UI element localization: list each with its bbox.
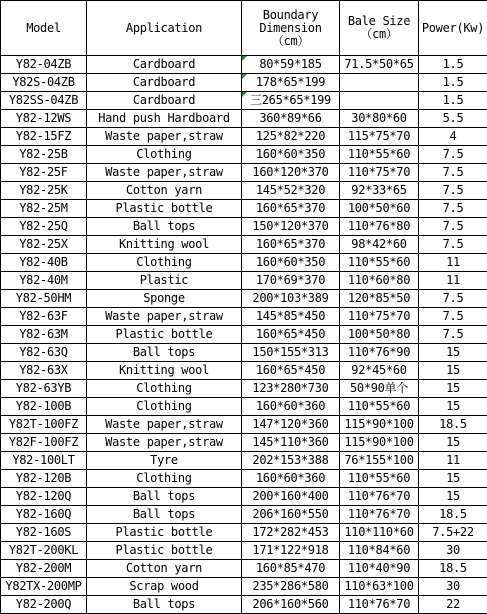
cell-model: Y82-63Q — [1, 344, 87, 362]
table-row — [1, 344, 487, 362]
cell-application: Plastic bottle — [87, 524, 242, 542]
cell-dimension: 160*65*450 — [242, 326, 340, 344]
cell-dimension: 150*155*313 — [242, 344, 340, 362]
table-row — [1, 92, 487, 110]
cell-power: 5.5 — [419, 110, 487, 128]
cell-power: 7.5 — [419, 200, 487, 218]
table-row — [1, 74, 487, 92]
cell-model: Y82S-04ZB — [1, 74, 87, 92]
cell-power: 30 — [419, 578, 487, 596]
cell-application: Plastic bottle — [87, 542, 242, 560]
cell-application: Clothing — [87, 146, 242, 164]
cell-model: Y82-25X — [1, 236, 87, 254]
table-row — [1, 452, 487, 470]
cell-dimension: 150*120*370 — [242, 218, 340, 236]
cell-dimension: 145*85*450 — [242, 308, 340, 326]
table-row — [1, 146, 487, 164]
table-row — [1, 362, 487, 380]
cell-bale: 115*75*70 — [340, 128, 419, 146]
cell-bale: 110*55*60 — [340, 398, 419, 416]
cell-model: Y82-25B — [1, 146, 87, 164]
table-row — [1, 398, 487, 416]
cell-application: Tyre — [87, 452, 242, 470]
table-row — [1, 236, 487, 254]
cell-bale: 50*90单个 — [340, 380, 419, 398]
table-row — [1, 542, 487, 560]
cell-bale — [340, 74, 419, 92]
cell-model: Y82-200Q — [1, 596, 87, 614]
cell-model: Y82-40M — [1, 272, 87, 290]
cell-power: 7.5 — [419, 290, 487, 308]
cell-power: 11 — [419, 254, 487, 272]
header-dimension-line2: Dimension — [242, 22, 339, 35]
cell-dimension: 206*160*550 — [242, 506, 340, 524]
cell-application: Waste paper,straw — [87, 164, 242, 182]
cell-model: Y82-200M — [1, 560, 87, 578]
header-bale-size — [340, 1, 419, 56]
cell-application: Waste paper,straw — [87, 416, 242, 434]
cell-bale: 100*50*60 — [340, 200, 419, 218]
cell-bale: 71.5*50*65 — [340, 56, 419, 74]
cell-model: Y82-50HM — [1, 290, 87, 308]
cell-bale: 92*45*60 — [340, 362, 419, 380]
header-row — [1, 1, 487, 56]
cell-power: 15 — [419, 362, 487, 380]
cell-power: 15 — [419, 398, 487, 416]
cell-bale: 98*42*60 — [340, 236, 419, 254]
cell-application: Plastic bottle — [87, 200, 242, 218]
cell-dimension: 147*120*360 — [242, 416, 340, 434]
cell-power: 18.5 — [419, 560, 487, 578]
cell-model: Y82-63F — [1, 308, 87, 326]
cell-bale: 110*55*60 — [340, 470, 419, 488]
cell-bale: 110*75*70 — [340, 164, 419, 182]
cell-bale: 110*84*60 — [340, 542, 419, 560]
table-row — [1, 488, 487, 506]
table-row — [1, 380, 487, 398]
cell-power: 7.5 — [419, 182, 487, 200]
table-body — [1, 56, 487, 614]
cell-bale: 110*63*100 — [340, 578, 419, 596]
cell-bale: 100*50*80 — [340, 326, 419, 344]
table-row — [1, 164, 487, 182]
cell-dimension: 160*65*370 — [242, 200, 340, 218]
cell-bale: 110*76*70 — [340, 596, 419, 614]
table-row — [1, 110, 487, 128]
cell-bale: 110*55*60 — [340, 146, 419, 164]
cell-model: Y82-15FZ — [1, 128, 87, 146]
cell-application: Knitting wool — [87, 362, 242, 380]
cell-dimension: 200*103*389 — [242, 290, 340, 308]
cell-model: Y82-04ZB — [1, 56, 87, 74]
cell-application: Cotton yarn — [87, 560, 242, 578]
cell-bale: 110*40*90 — [340, 560, 419, 578]
cell-bale: 76*155*100 — [340, 452, 419, 470]
cell-model: Y82-100B — [1, 398, 87, 416]
cell-dimension: 160*60*350 — [242, 146, 340, 164]
cell-application: Ball tops — [87, 596, 242, 614]
cell-application: Hand push Hardboard — [87, 110, 242, 128]
cell-application: Cardboard — [87, 74, 242, 92]
cell-dimension: 170*69*370 — [242, 272, 340, 290]
cell-model: Y82-160Q — [1, 506, 87, 524]
header-model: Model — [1, 1, 87, 56]
header-application: Application — [87, 1, 242, 56]
cell-dimension: 160*65*370 — [242, 236, 340, 254]
cell-model: Y82-40B — [1, 254, 87, 272]
cell-model: Y82-100LT — [1, 452, 87, 470]
table-row — [1, 560, 487, 578]
cell-dimension: 360*89*66 — [242, 110, 340, 128]
cell-application: Ball tops — [87, 506, 242, 524]
cell-dimension: 202*153*388 — [242, 452, 340, 470]
cell-bale: 120*85*50 — [340, 290, 419, 308]
cell-application: Scrap wood — [87, 578, 242, 596]
cell-bale: 30*80*60 — [340, 110, 419, 128]
cell-application: Waste paper,straw — [87, 128, 242, 146]
table-row — [1, 218, 487, 236]
cell-model: Y82-25K — [1, 182, 87, 200]
table-row — [1, 56, 487, 74]
table-row — [1, 506, 487, 524]
cell-dimension: 145*110*360 — [242, 434, 340, 452]
cell-application: Plastic bottle — [87, 326, 242, 344]
table-row — [1, 596, 487, 614]
cell-power: 15 — [419, 380, 487, 398]
cell-dimension: 80*59*185 — [242, 56, 340, 74]
cell-model: Y82TX-200MP — [1, 578, 87, 596]
cell-model: Y82-25Q — [1, 218, 87, 236]
cell-application: Cardboard — [87, 92, 242, 110]
cell-dimension: 145*52*320 — [242, 182, 340, 200]
cell-dimension: 160*60*360 — [242, 398, 340, 416]
cell-application: Waste paper,straw — [87, 434, 242, 452]
cell-model: Y82-25F — [1, 164, 87, 182]
cell-bale: 110*110*60 — [340, 524, 419, 542]
cell-bale: 115*90*100 — [340, 416, 419, 434]
cell-power: 11 — [419, 272, 487, 290]
cell-model: Y82SS-04ZB — [1, 92, 87, 110]
cell-power: 7.5 — [419, 218, 487, 236]
cell-model: Y82-63YB — [1, 380, 87, 398]
cell-model: Y82-63M — [1, 326, 87, 344]
table-row — [1, 308, 487, 326]
header-power: Power(Kw) — [419, 1, 487, 56]
cell-dimension: 178*65*199 — [242, 74, 340, 92]
table-row — [1, 524, 487, 542]
table-row — [1, 182, 487, 200]
cell-power: 7.5 — [419, 308, 487, 326]
header-bale-line1: Bale Size — [340, 15, 418, 28]
cell-power: 18.5 — [419, 416, 487, 434]
header-bale-unit: （cm） — [340, 28, 418, 41]
cell-model: Y82T-100FZ — [1, 416, 87, 434]
cell-model: Y82-160S — [1, 524, 87, 542]
cell-power: 15 — [419, 488, 487, 506]
cell-power: 4 — [419, 128, 487, 146]
cell-dimension: 206*160*560 — [242, 596, 340, 614]
cell-model: Y82T-200KL — [1, 542, 87, 560]
cell-dimension: 160*60*360 — [242, 470, 340, 488]
cell-power: 1.5 — [419, 74, 487, 92]
cell-bale: 110*76*70 — [340, 488, 419, 506]
cell-power: 30 — [419, 542, 487, 560]
cell-power: 18.5 — [419, 506, 487, 524]
cell-model: Y82-25M — [1, 200, 87, 218]
cell-application: Knitting wool — [87, 236, 242, 254]
cell-dimension: 三265*65*199 — [242, 92, 340, 110]
cell-application: Sponge — [87, 290, 242, 308]
table-row — [1, 128, 487, 146]
cell-bale: 110*76*80 — [340, 218, 419, 236]
cell-dimension: 125*82*220 — [242, 128, 340, 146]
cell-application: Plastic — [87, 272, 242, 290]
cell-power: 15 — [419, 470, 487, 488]
table-row — [1, 578, 487, 596]
cell-model: Y82-63X — [1, 362, 87, 380]
cell-application: Cardboard — [87, 56, 242, 74]
cell-power: 1.5 — [419, 56, 487, 74]
cell-power: 7.5 — [419, 236, 487, 254]
cell-bale: 110*55*60 — [340, 254, 419, 272]
cell-application: Clothing — [87, 254, 242, 272]
cell-dimension: 160*60*350 — [242, 254, 340, 272]
cell-application: Waste paper,straw — [87, 308, 242, 326]
cell-power: 15 — [419, 434, 487, 452]
table-row — [1, 416, 487, 434]
header-dimension-line1: Boundary — [242, 9, 339, 22]
cell-bale: 92*33*65 — [340, 182, 419, 200]
cell-power: 15 — [419, 344, 487, 362]
cell-dimension: 235*286*580 — [242, 578, 340, 596]
cell-application: Ball tops — [87, 488, 242, 506]
header-dimension-unit: （cm） — [242, 35, 339, 48]
cell-dimension: 160*85*470 — [242, 560, 340, 578]
cell-application: Clothing — [87, 380, 242, 398]
cell-dimension: 160*65*450 — [242, 362, 340, 380]
cell-bale: 110*76*90 — [340, 344, 419, 362]
cell-model: Y82-120B — [1, 470, 87, 488]
cell-dimension: 160*120*370 — [242, 164, 340, 182]
cell-power: 7.5 — [419, 164, 487, 182]
table-row — [1, 326, 487, 344]
cell-power: 1.5 — [419, 92, 487, 110]
cell-dimension: 200*160*400 — [242, 488, 340, 506]
cell-application: Ball tops — [87, 344, 242, 362]
cell-application: Clothing — [87, 398, 242, 416]
header-boundary-dimension — [242, 1, 340, 56]
cell-power: 22 — [419, 596, 487, 614]
cell-model: Y82-12WS — [1, 110, 87, 128]
cell-bale: 110*75*70 — [340, 308, 419, 326]
table-row — [1, 290, 487, 308]
cell-dimension: 172*282*453 — [242, 524, 340, 542]
cell-bale: 110*76*70 — [340, 506, 419, 524]
cell-model: Y82F-100FZ — [1, 434, 87, 452]
cell-power: 7.5 — [419, 326, 487, 344]
table-row — [1, 470, 487, 488]
cell-bale — [340, 92, 419, 110]
table-row — [1, 254, 487, 272]
cell-application: Clothing — [87, 470, 242, 488]
cell-bale: 115*90*100 — [340, 434, 419, 452]
cell-application: Cotton yarn — [87, 182, 242, 200]
cell-application: Ball tops — [87, 218, 242, 236]
table-row — [1, 200, 487, 218]
cell-dimension: 171*122*918 — [242, 542, 340, 560]
cell-power: 7.5+22 — [419, 524, 487, 542]
table-row — [1, 272, 487, 290]
cell-power: 11 — [419, 452, 487, 470]
cell-bale: 110*60*80 — [340, 272, 419, 290]
cell-power: 7.5 — [419, 146, 487, 164]
cell-model: Y82-120Q — [1, 488, 87, 506]
table-row — [1, 434, 487, 452]
cell-dimension: 123*280*730 — [242, 380, 340, 398]
